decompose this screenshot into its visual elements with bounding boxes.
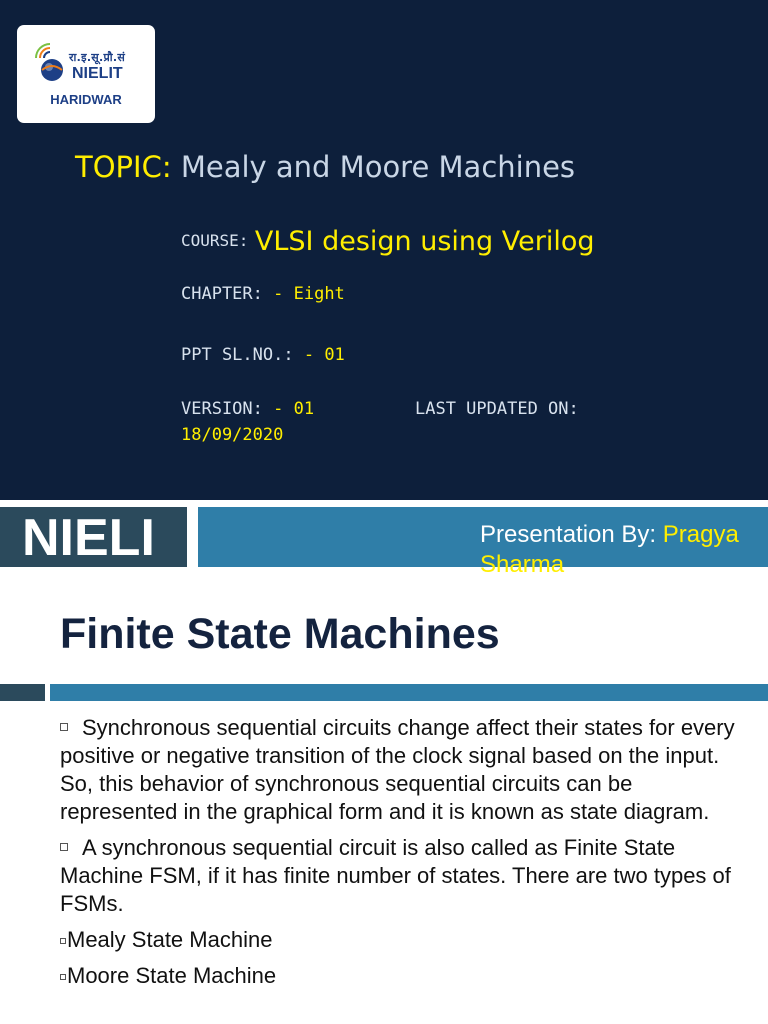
- bullet-paragraph: [60, 714, 740, 826]
- topic-value: Mealy and Moore Machines: [180, 150, 576, 184]
- ppt-serial-value: - 01: [303, 345, 345, 365]
- square-bullet-icon: [60, 843, 68, 851]
- course-value: VLSI design using Verilog: [254, 226, 595, 257]
- bullet-paragraph: [60, 834, 740, 918]
- topic-label: TOPIC:: [75, 150, 172, 184]
- bullet-text: Synchronous sequential circuits change affect their states for every positive or negative transition of the clock signal based on the input. So, this behavior of synchronous sequential circuits can be represented in the graphical form and it is known as state diagram.: [60, 715, 735, 824]
- nielit-logo: [17, 25, 155, 123]
- presenter-name: Pragya Sharma: [480, 521, 739, 578]
- list-item-text: Mealy State Machine: [67, 927, 273, 952]
- bullet-list: [60, 714, 740, 998]
- version-label: VERSION:: [181, 399, 263, 419]
- logo-location: HARIDWAR: [50, 92, 122, 107]
- presenter-credit: [480, 520, 768, 580]
- square-bullet-icon: [60, 974, 66, 980]
- bullet-text: A synchronous sequential circuit is also called as Finite State Machine FSM, if it has finite number of states. There are two types of FSMs.: [60, 835, 731, 916]
- square-bullet-icon: [60, 938, 66, 944]
- nielit-emblem-icon: [32, 40, 70, 84]
- logo-org-name: NIELIT: [72, 65, 123, 82]
- course-line: [181, 226, 595, 257]
- version-value: - 01: [273, 399, 315, 419]
- version-line: [181, 399, 314, 419]
- title-underline-blue: [50, 684, 768, 701]
- banner-org-text: NIELI: [22, 509, 155, 567]
- title-underline-dark: [0, 684, 45, 701]
- title-slide: [0, 0, 768, 500]
- course-label: COURSE:: [181, 231, 249, 250]
- square-bullet-icon: [60, 723, 68, 731]
- list-item: [60, 962, 740, 990]
- ppt-serial-label: PPT SL.NO.:: [181, 345, 294, 365]
- last-updated-label: LAST UPDATED ON:: [415, 399, 579, 419]
- list-item: [60, 926, 740, 954]
- chapter-label: CHAPTER:: [181, 284, 263, 304]
- last-updated-date: 18/09/2020: [181, 425, 284, 445]
- presenter-label: Presentation By:: [480, 521, 657, 548]
- logo-hindi-text: रा.इ.सू.प्रौ.सं: [69, 51, 126, 64]
- chapter-line: [181, 284, 345, 304]
- ppt-serial-line: [181, 345, 345, 365]
- topic-line: [75, 150, 575, 184]
- list-item-text: Moore State Machine: [67, 963, 277, 988]
- slide-title: Finite State Machines: [60, 610, 500, 658]
- chapter-value: - Eight: [273, 284, 345, 304]
